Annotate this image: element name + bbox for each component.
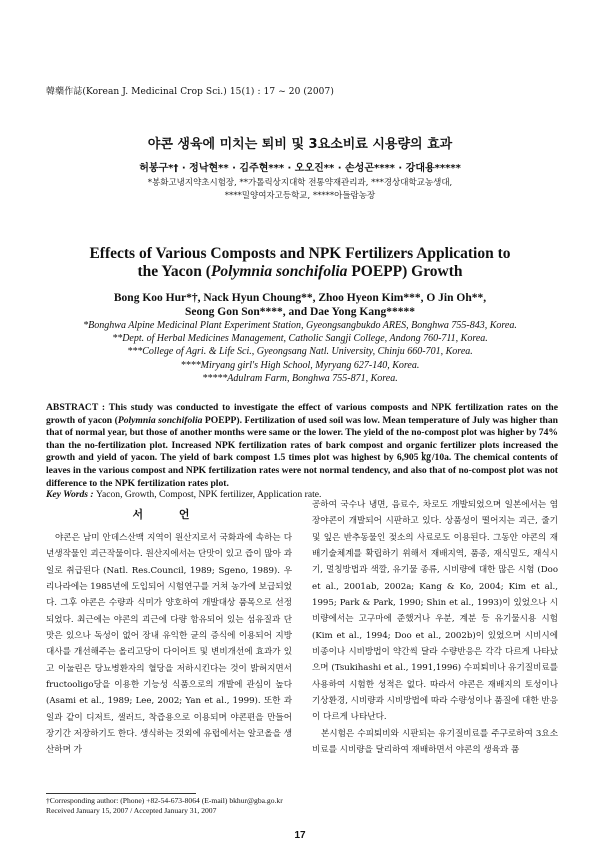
footnote-dates: Received January 15, 2007 / Accepted January 31, 2007 — [46, 806, 217, 815]
species-name: Polymnia sonchifolia — [210, 263, 348, 280]
title-en-text: the Yacon ( — [137, 263, 211, 280]
affiliations-english — [0, 319, 600, 385]
section-heading: 서 언 — [132, 508, 206, 521]
authors-english — [0, 291, 600, 319]
affiliation-ko-line: ****밀양여자고등학교, *****아들람농장 — [224, 191, 376, 201]
title-en-line-2 — [0, 263, 600, 281]
body-column-left — [46, 530, 292, 759]
affiliation-en-line: *****Adulram Farm, Bonghwa 755-871, Korea. — [202, 372, 398, 384]
affiliation-en-line: *Bonghwa Alpine Medicinal Plant Experiment Station, Gyeongsangbukdo ARES, Bonghwa 755-843, Korea. — [83, 320, 517, 331]
affiliation-ko-line: *봉화고냉지약초시험장, **가톨릭상지대학 전통약재관리과, ***경상대학교농생대, — [147, 178, 453, 188]
title-korean: 야콘 생육에 미치는 퇴비 및 3요소비료 시용량의 효과 — [147, 137, 453, 152]
footnote-rule — [46, 793, 196, 794]
title-en-text: POEPP) Growth — [347, 263, 463, 280]
footnote-corresponding: †Corresponding author: (Phone) +82-54-673-8064 (E-mail) bkhur@gba.go.kr — [46, 796, 283, 805]
keywords-text: Yacon, Growth, Compost, NPK fertilizer, Application rate. — [96, 489, 322, 500]
page-number: 17 — [294, 830, 306, 841]
affiliations-korean — [0, 177, 600, 203]
journal-citation: 韓藥作誌(Korean J. Medicinal Crop Sci.) 15(1) : 17 ~ 20 (2007) — [46, 87, 334, 97]
affiliation-en-line: ***College of Agri. & Life Sci., Gyeongsang Natl. University, Chinju 660-701, Korea. — [127, 346, 473, 358]
footnote — [46, 796, 283, 816]
affiliation-en-line: ****Miryang girl's High School, Myryang 627-140, Korea. — [180, 359, 420, 371]
title-english — [0, 245, 600, 281]
abstract-text: This study was conducted to investigate the effect of various composts and NPK fertilization rates on the growth of yacon ( — [46, 402, 559, 426]
body-column-right — [312, 497, 558, 759]
abstract-text: POEPP). Fertilization of used soil was low. Mean temperature of July was higher than that of normal year, but those of another months were same or the lower. The yield of the no-compost plot was higher by 74% than the no-fertilization plot. Increased NPK fertilization rates of bark compost and organic fertilizer plots increased the growth and yield of yacon. The yield of bark compost 1.5 times plot was highest by 6,905 ㎏/10a. The chemical contents of leaves in the various compost and NPK fertilization rates were not normal tendency, and also that of no-compost plot was not difference to the NPK fertilization rates plot. — [46, 414, 558, 489]
authors-en-line: Seong Gon Son****, and Dae Yong Kang***** — [185, 306, 415, 318]
abstract — [46, 402, 558, 490]
paragraph: 본시험은 수피퇴비와 시판되는 유기질비료를 주구로하여 3요소 비료를 시비량을 달리하여 재배하면서 야콘의 생육과 품 — [312, 728, 558, 756]
affiliation-en-line: **Dept. of Herbal Medicines Management, Catholic Sangji College, Andong 760-711, Korea. — [112, 333, 488, 345]
authors-korean: 허봉구*† · 정낙현** · 김주현*** · 오오진** · 손성곤**** · 강대용***** — [139, 163, 461, 174]
paragraph: 야콘은 남미 안데스산맥 지역이 원산지로서 국화과에 속하는 다년생작물인 괴근작물이다. 원산지에서는 단맛이 있고 즙이 많아 과일로 취급된다 (Natl. Res.Council, 1989; Sgeno, 1989). 우리나라에는 1985년에 도입되어 시험연구를 거쳐 농가에 보급되었다. 그후 야콘은 수량과 식미가 양호하여 개발대상 품목으로 선정되었다. 최근에는 야콘의 괴근에 다량 함유되어 있는 섬유질과 단맛은 있으나 독성이 없어 장내 유익한 균의 증식에 이용되어 지방대사를 개선해주는 올리고당이 다이어트 및 변비개선에 효과가 있고 이눌린은 당뇨병환자의 혈당을 저하시킨다는 것이 밝혀지면서 fructooligo당을 이용한 기능성 식품으로의 개발에 관심이 높다 (Asami et al., 1989; Lee, 2002; Yan et al., 1999). 또한 과일과 같이 디저트, 샐러드, 착즙용으로 이용되며 야콘편을 만들어 장기간 저장하기도 한다. 생식하는 것외에 유럽에서는 알코올을 생산하며 가 — [46, 533, 292, 756]
paragraph: 공하여 국수나 냉면, 음료수, 차로도 개발되었으며 일본에서는 염장야콘이 개발되어 시판하고 있다. 상품성이 떨어지는 괴근, 줄기 및 잎은 반추동물인 젖소의 사료로도 이용된다. 그동안 야콘의 재배기술체계를 확립하기 위해서 재배지역, 품종, 재식밀도, 재식시기, 멀칭방법과 색깔, 유기물 종류, 시비량에 대한 많은 시험 (Doo et al., 2001ab, 2002a; Kang & Ko, 2004; Kim et al., 1995; Park & Park, 1990; Shin et al., 1993)이 있었으나 시비량에서는 고구마에 준했거나 우분, 계분 등 유기물시용 시험 (Kim et al., 1994; Doo et al., 2002b)이 있었으며 시비시에 비종이나 시비방법이 약간씩 달라 수량반응은 각각 다르게 나타났으며 (Tsukihashi et al., 1991,1996) 수피퇴비나 유기질비료를 사용하여 시험한 성적은 없다. 따라서 야콘은 재배지의 토성이나 기상환경, 시비량과 시비방법에 따라 수량성이나 품질에 대한 반응이 다르게 나타난다. — [312, 500, 558, 723]
title-en-line-1: Effects of Various Composts and NPK Fertilizers Application to — [89, 245, 511, 262]
abstract-label: ABSTRACT : — [46, 402, 109, 413]
authors-en-line: Bong Koo Hur*†, Nack Hyun Choung**, Zhoo Hyeon Kim***, O Jin Oh**, — [113, 292, 487, 304]
abstract-species: Polymnia sonchifolia — [117, 414, 203, 426]
keywords-label: Key Words : — [46, 489, 97, 500]
